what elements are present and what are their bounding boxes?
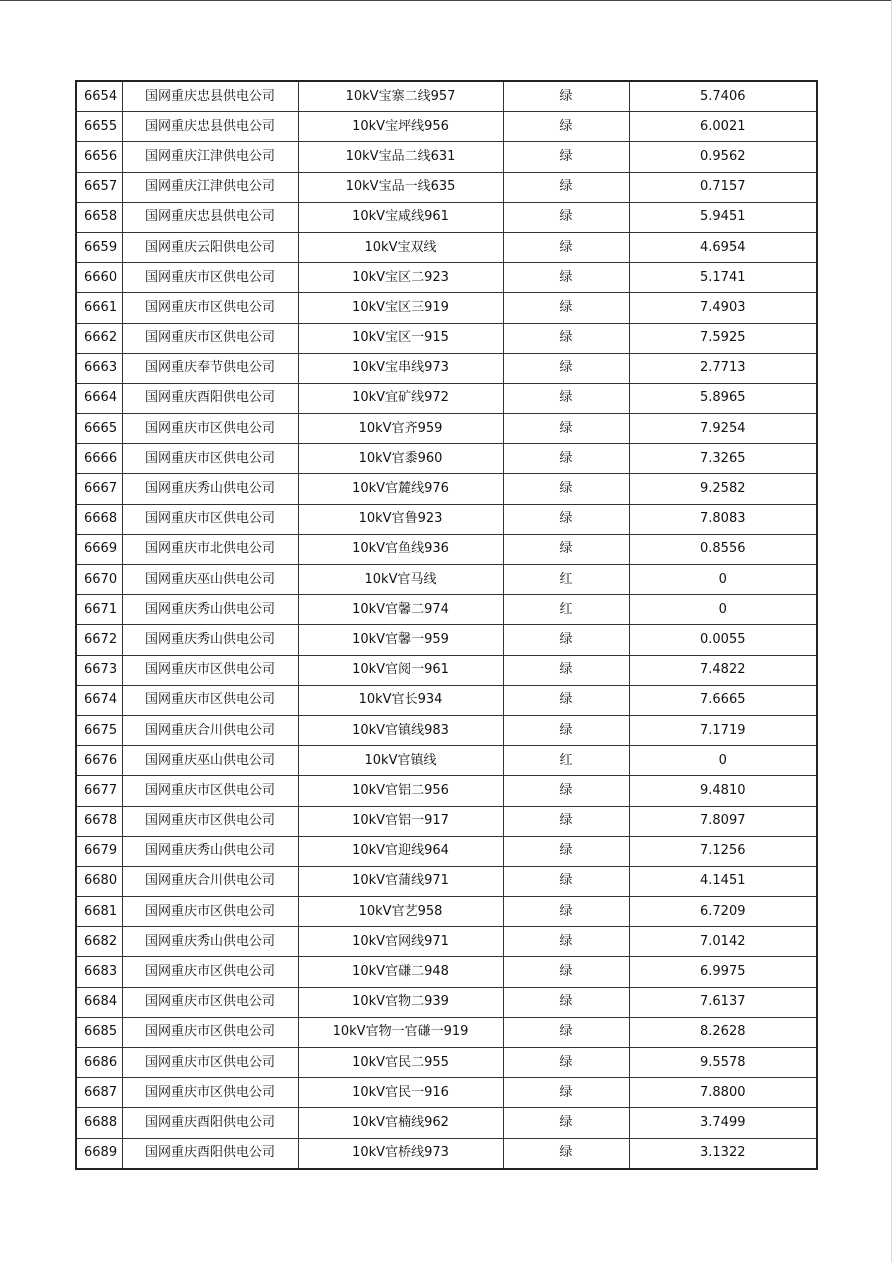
- row-id: 6681: [76, 897, 122, 927]
- line-name-cell: 10kV官蒲线971: [298, 866, 503, 896]
- company-cell: 国网重庆酉阳供电公司: [122, 1108, 298, 1138]
- line-name-cell: 10kV官物二939: [298, 987, 503, 1017]
- value-cell: 0.8556: [629, 534, 817, 564]
- table-row: [76, 293, 817, 323]
- status-cell: 绿: [503, 142, 629, 172]
- status-cell: 绿: [503, 504, 629, 534]
- line-name-cell: 10kV官鱼线936: [298, 534, 503, 564]
- company-cell: 国网重庆酉阳供电公司: [122, 1138, 298, 1169]
- company-cell: 国网重庆市区供电公司: [122, 806, 298, 836]
- table-row: [76, 534, 817, 564]
- line-name-cell: 10kV官鲁923: [298, 504, 503, 534]
- status-cell: 绿: [503, 172, 629, 202]
- status-cell: 绿: [503, 232, 629, 262]
- line-name-cell: 10kV官铝二956: [298, 776, 503, 806]
- status-cell: 绿: [503, 414, 629, 444]
- row-id: 6684: [76, 987, 122, 1017]
- table-row: [76, 927, 817, 957]
- status-cell: 绿: [503, 897, 629, 927]
- table-row: [76, 1078, 817, 1108]
- value-cell: 9.4810: [629, 776, 817, 806]
- status-cell: 绿: [503, 323, 629, 353]
- status-cell: 绿: [503, 1108, 629, 1138]
- value-cell: 4.6954: [629, 232, 817, 262]
- status-cell: 绿: [503, 293, 629, 323]
- company-cell: 国网重庆云阳供电公司: [122, 232, 298, 262]
- company-cell: 国网重庆市区供电公司: [122, 444, 298, 474]
- row-id: 6676: [76, 746, 122, 776]
- table-row: [76, 263, 817, 293]
- row-id: 6689: [76, 1138, 122, 1169]
- row-id: 6659: [76, 232, 122, 262]
- value-cell: 7.8800: [629, 1078, 817, 1108]
- table-row: [76, 112, 817, 142]
- value-cell: 0: [629, 565, 817, 595]
- table-row: [76, 655, 817, 685]
- value-cell: 8.2628: [629, 1017, 817, 1047]
- table-row: [76, 1017, 817, 1047]
- value-cell: 6.7209: [629, 897, 817, 927]
- company-cell: 国网重庆市区供电公司: [122, 263, 298, 293]
- table-row: [76, 232, 817, 262]
- row-id: 6680: [76, 866, 122, 896]
- line-name-cell: 10kV宝区二923: [298, 263, 503, 293]
- value-cell: 7.6665: [629, 685, 817, 715]
- company-cell: 国网重庆市区供电公司: [122, 1078, 298, 1108]
- status-cell: 红: [503, 565, 629, 595]
- line-name-cell: 10kV官马线: [298, 565, 503, 595]
- table-row: [76, 806, 817, 836]
- line-name-cell: 10kV官物一官磏一919: [298, 1017, 503, 1047]
- status-cell: 绿: [503, 685, 629, 715]
- line-name-cell: 10kV官艺958: [298, 897, 503, 927]
- company-cell: 国网重庆市区供电公司: [122, 897, 298, 927]
- table-row: [76, 1138, 817, 1169]
- value-cell: 7.4903: [629, 293, 817, 323]
- row-id: 6669: [76, 534, 122, 564]
- value-cell: 3.7499: [629, 1108, 817, 1138]
- value-cell: 7.1256: [629, 836, 817, 866]
- value-cell: 0.9562: [629, 142, 817, 172]
- company-cell: 国网重庆市区供电公司: [122, 323, 298, 353]
- table-row: [76, 866, 817, 896]
- status-cell: 红: [503, 595, 629, 625]
- status-cell: 绿: [503, 715, 629, 745]
- row-id: 6675: [76, 715, 122, 745]
- table-row: [76, 836, 817, 866]
- line-name-cell: 10kV官馨一959: [298, 625, 503, 655]
- value-cell: 6.9975: [629, 957, 817, 987]
- line-name-cell: 10kV宝区一915: [298, 323, 503, 353]
- line-name-cell: 10kV官网线971: [298, 927, 503, 957]
- company-cell: 国网重庆酉阳供电公司: [122, 383, 298, 413]
- table-row: [76, 715, 817, 745]
- line-name-cell: 10kV官民二955: [298, 1048, 503, 1078]
- table-row: [76, 504, 817, 534]
- row-id: 6655: [76, 112, 122, 142]
- status-cell: 绿: [503, 776, 629, 806]
- status-cell: 绿: [503, 836, 629, 866]
- company-cell: 国网重庆市区供电公司: [122, 1017, 298, 1047]
- row-id: 6682: [76, 927, 122, 957]
- status-cell: 绿: [503, 444, 629, 474]
- row-id: 6660: [76, 263, 122, 293]
- table-row: [76, 957, 817, 987]
- value-cell: 7.4822: [629, 655, 817, 685]
- company-cell: 国网重庆江津供电公司: [122, 142, 298, 172]
- row-id: 6656: [76, 142, 122, 172]
- row-id: 6663: [76, 353, 122, 383]
- value-cell: 7.0142: [629, 927, 817, 957]
- status-cell: 绿: [503, 383, 629, 413]
- table-row: [76, 897, 817, 927]
- table-row: [76, 202, 817, 232]
- value-cell: 7.8083: [629, 504, 817, 534]
- data-table: [75, 80, 818, 1170]
- row-id: 6683: [76, 957, 122, 987]
- company-cell: 国网重庆巫山供电公司: [122, 565, 298, 595]
- table-row: [76, 383, 817, 413]
- table-row: [76, 987, 817, 1017]
- status-cell: 绿: [503, 263, 629, 293]
- row-id: 6667: [76, 474, 122, 504]
- row-id: 6662: [76, 323, 122, 353]
- value-cell: 3.1322: [629, 1138, 817, 1169]
- line-name-cell: 10kV宝坪线956: [298, 112, 503, 142]
- row-id: 6686: [76, 1048, 122, 1078]
- line-name-cell: 10kV宝品二线631: [298, 142, 503, 172]
- company-cell: 国网重庆秀山供电公司: [122, 625, 298, 655]
- status-cell: 绿: [503, 625, 629, 655]
- table-row: [76, 172, 817, 202]
- line-name-cell: 10kV宝串线973: [298, 353, 503, 383]
- company-cell: 国网重庆市区供电公司: [122, 504, 298, 534]
- company-cell: 国网重庆秀山供电公司: [122, 836, 298, 866]
- company-cell: 国网重庆合川供电公司: [122, 715, 298, 745]
- status-cell: 绿: [503, 987, 629, 1017]
- table-row: [76, 81, 817, 112]
- row-id: 6674: [76, 685, 122, 715]
- row-id: 6678: [76, 806, 122, 836]
- value-cell: 6.0021: [629, 112, 817, 142]
- status-cell: 绿: [503, 112, 629, 142]
- table-row: [76, 444, 817, 474]
- company-cell: 国网重庆市区供电公司: [122, 776, 298, 806]
- status-cell: 绿: [503, 202, 629, 232]
- line-name-cell: 10kV官齐959: [298, 414, 503, 444]
- row-id: 6671: [76, 595, 122, 625]
- table-row: [76, 142, 817, 172]
- row-id: 6688: [76, 1108, 122, 1138]
- line-name-cell: 10kV宝品一线635: [298, 172, 503, 202]
- table-row: [76, 323, 817, 353]
- line-name-cell: 10kV宝区三919: [298, 293, 503, 323]
- company-cell: 国网重庆市北供电公司: [122, 534, 298, 564]
- row-id: 6677: [76, 776, 122, 806]
- value-cell: 7.9254: [629, 414, 817, 444]
- value-cell: 7.5925: [629, 323, 817, 353]
- status-cell: 绿: [503, 534, 629, 564]
- table-body: [76, 81, 817, 1169]
- row-id: 6685: [76, 1017, 122, 1047]
- row-id: 6672: [76, 625, 122, 655]
- table-row: [76, 414, 817, 444]
- company-cell: 国网重庆市区供电公司: [122, 1048, 298, 1078]
- status-cell: 绿: [503, 927, 629, 957]
- status-cell: 绿: [503, 1138, 629, 1169]
- company-cell: 国网重庆市区供电公司: [122, 293, 298, 323]
- company-cell: 国网重庆秀山供电公司: [122, 927, 298, 957]
- row-id: 6679: [76, 836, 122, 866]
- table-row: [76, 565, 817, 595]
- line-name-cell: 10kV宝双线: [298, 232, 503, 262]
- value-cell: 5.9451: [629, 202, 817, 232]
- company-cell: 国网重庆秀山供电公司: [122, 595, 298, 625]
- status-cell: 红: [503, 746, 629, 776]
- company-cell: 国网重庆市区供电公司: [122, 414, 298, 444]
- value-cell: 7.3265: [629, 444, 817, 474]
- status-cell: 绿: [503, 353, 629, 383]
- line-name-cell: 10kV官阅一961: [298, 655, 503, 685]
- line-name-cell: 10kV宜矿线972: [298, 383, 503, 413]
- line-name-cell: 10kV官民一916: [298, 1078, 503, 1108]
- line-name-cell: 10kV官磏二948: [298, 957, 503, 987]
- row-id: 6687: [76, 1078, 122, 1108]
- status-cell: 绿: [503, 1048, 629, 1078]
- value-cell: 9.2582: [629, 474, 817, 504]
- company-cell: 国网重庆忠县供电公司: [122, 202, 298, 232]
- row-id: 6654: [76, 81, 122, 112]
- line-name-cell: 10kV官楠线962: [298, 1108, 503, 1138]
- status-cell: 绿: [503, 1078, 629, 1108]
- line-name-cell: 10kV官麓线976: [298, 474, 503, 504]
- value-cell: 2.7713: [629, 353, 817, 383]
- value-cell: 7.6137: [629, 987, 817, 1017]
- table-row: [76, 595, 817, 625]
- status-cell: 绿: [503, 81, 629, 112]
- value-cell: 5.1741: [629, 263, 817, 293]
- line-name-cell: 10kV宝寨二线957: [298, 81, 503, 112]
- value-cell: 0: [629, 595, 817, 625]
- line-name-cell: 10kV官迎线964: [298, 836, 503, 866]
- company-cell: 国网重庆秀山供电公司: [122, 474, 298, 504]
- value-cell: 7.8097: [629, 806, 817, 836]
- company-cell: 国网重庆市区供电公司: [122, 655, 298, 685]
- value-cell: 0: [629, 746, 817, 776]
- line-name-cell: 10kV官黍960: [298, 444, 503, 474]
- company-cell: 国网重庆合川供电公司: [122, 866, 298, 896]
- row-id: 6664: [76, 383, 122, 413]
- value-cell: 0.7157: [629, 172, 817, 202]
- company-cell: 国网重庆江津供电公司: [122, 172, 298, 202]
- row-id: 6665: [76, 414, 122, 444]
- value-cell: 5.8965: [629, 383, 817, 413]
- status-cell: 绿: [503, 957, 629, 987]
- row-id: 6670: [76, 565, 122, 595]
- line-name-cell: 10kV官镇线983: [298, 715, 503, 745]
- row-id: 6668: [76, 504, 122, 534]
- status-cell: 绿: [503, 474, 629, 504]
- line-name-cell: 10kV官长934: [298, 685, 503, 715]
- row-id: 6661: [76, 293, 122, 323]
- line-name-cell: 10kV官镇线: [298, 746, 503, 776]
- line-name-cell: 10kV官桥线973: [298, 1138, 503, 1169]
- company-cell: 国网重庆奉节供电公司: [122, 353, 298, 383]
- table-row: [76, 776, 817, 806]
- status-cell: 绿: [503, 806, 629, 836]
- row-id: 6666: [76, 444, 122, 474]
- page-top-rule: [0, 0, 892, 1]
- table-row: [76, 625, 817, 655]
- table-row: [76, 474, 817, 504]
- table-row: [76, 1048, 817, 1078]
- row-id: 6657: [76, 172, 122, 202]
- company-cell: 国网重庆市区供电公司: [122, 685, 298, 715]
- line-name-cell: 10kV官馨二974: [298, 595, 503, 625]
- value-cell: 5.7406: [629, 81, 817, 112]
- value-cell: 7.1719: [629, 715, 817, 745]
- row-id: 6658: [76, 202, 122, 232]
- table-row: [76, 1108, 817, 1138]
- table-row: [76, 353, 817, 383]
- table-row: [76, 746, 817, 776]
- company-cell: 国网重庆市区供电公司: [122, 987, 298, 1017]
- company-cell: 国网重庆巫山供电公司: [122, 746, 298, 776]
- line-name-cell: 10kV官铝一917: [298, 806, 503, 836]
- company-cell: 国网重庆市区供电公司: [122, 957, 298, 987]
- value-cell: 0.0055: [629, 625, 817, 655]
- status-cell: 绿: [503, 655, 629, 685]
- value-cell: 9.5578: [629, 1048, 817, 1078]
- status-cell: 绿: [503, 1017, 629, 1047]
- line-name-cell: 10kV宝咸线961: [298, 202, 503, 232]
- row-id: 6673: [76, 655, 122, 685]
- company-cell: 国网重庆忠县供电公司: [122, 81, 298, 112]
- table-row: [76, 685, 817, 715]
- status-cell: 绿: [503, 866, 629, 896]
- company-cell: 国网重庆忠县供电公司: [122, 112, 298, 142]
- value-cell: 4.1451: [629, 866, 817, 896]
